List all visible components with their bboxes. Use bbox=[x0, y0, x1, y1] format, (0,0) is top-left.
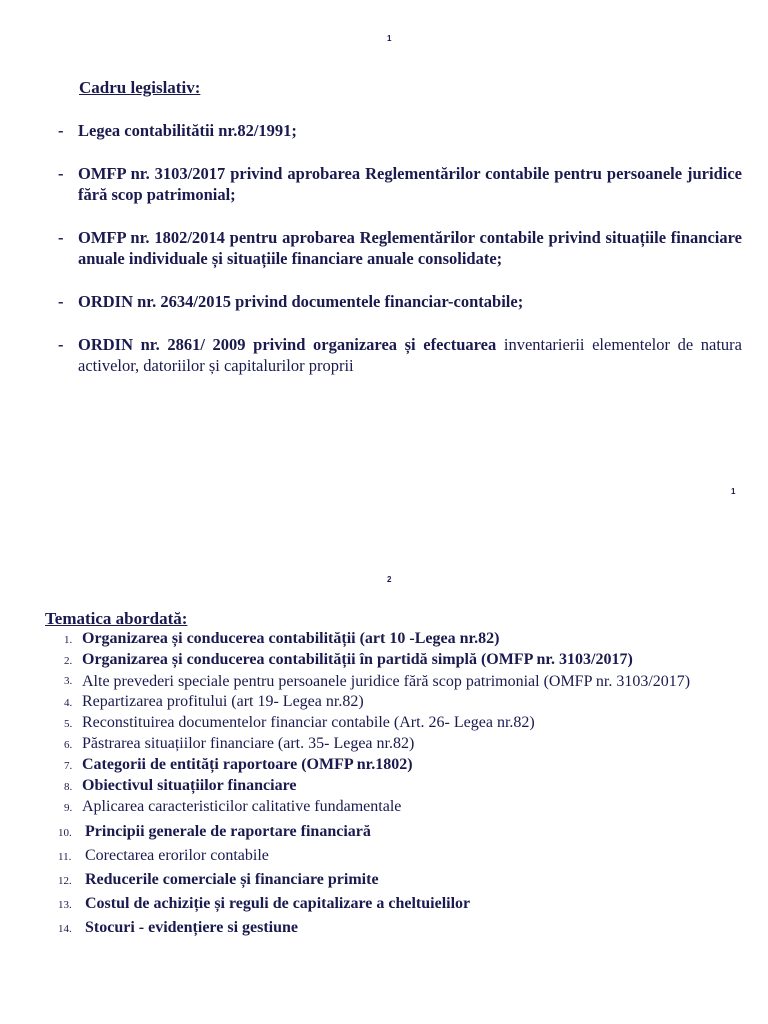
item-text: ORDIN nr. 2861/ 2009 privind organizarea și efectuarea bbox=[78, 335, 497, 354]
topic-number: 10. bbox=[58, 827, 72, 839]
topic-number: 3. bbox=[64, 675, 73, 687]
topic-text: Alte prevederi speciale pentru persoanele juridice fără scop patrimonial (OMFP nr. 3103/2017) bbox=[82, 673, 691, 690]
topic-item bbox=[56, 712, 756, 733]
topic-number: 6. bbox=[64, 739, 73, 751]
topic-text: Reducerile comerciale și financiare primite bbox=[85, 871, 379, 888]
topic-item bbox=[56, 670, 756, 691]
list-item bbox=[58, 120, 742, 141]
legislative-framework-heading: Cadru legislativ: bbox=[79, 78, 201, 97]
topics-heading: Tematica abordată: bbox=[45, 609, 188, 628]
topic-number: 1. bbox=[64, 634, 73, 646]
topic-text: Costul de achiziție și reguli de capitalizare a cheltuielilor bbox=[85, 895, 471, 912]
topic-item bbox=[56, 821, 756, 842]
topic-text: Păstrarea situațiilor financiare (art. 35- Legea nr.82) bbox=[82, 735, 415, 752]
topic-item bbox=[56, 845, 756, 866]
topic-item bbox=[56, 796, 756, 817]
topic-number: 2. bbox=[64, 655, 73, 667]
page-number-top: 1 bbox=[387, 34, 392, 43]
topic-item bbox=[56, 893, 756, 914]
topic-text: Categorii de entități raportoare (OMFP nr.1802) bbox=[82, 756, 413, 773]
topic-text: Principii generale de raportare financiară bbox=[85, 823, 371, 840]
topic-text: Aplicarea caracteristicilor calitative fundamentale bbox=[82, 798, 402, 815]
topic-number: 4. bbox=[64, 697, 73, 709]
list-dash: - bbox=[58, 335, 64, 354]
list-dash: - bbox=[58, 121, 64, 140]
list-dash: - bbox=[58, 164, 64, 183]
list-item bbox=[58, 291, 742, 312]
item-text: Legea contabilitătii nr.82/1991; bbox=[78, 121, 297, 140]
list-dash: - bbox=[58, 292, 64, 311]
topic-number: 8. bbox=[64, 781, 73, 793]
topic-text: Stocuri - evidențiere si gestiune bbox=[85, 919, 299, 936]
topic-item bbox=[56, 649, 756, 670]
topic-number: 9. bbox=[64, 802, 73, 814]
list-item bbox=[58, 163, 742, 205]
topic-text: Obiectivul situațiilor financiare bbox=[82, 777, 297, 794]
topic-number: 14. bbox=[58, 923, 72, 935]
topic-item bbox=[56, 869, 756, 890]
topic-text: Organizarea și conducerea contabilității în partidă simplă (OMFP nr. 3103/2017) bbox=[82, 651, 633, 668]
legislative-list bbox=[58, 120, 742, 376]
item-text: ORDIN nr. 2634/2015 privind documentele financiar-contabile; bbox=[78, 292, 524, 311]
topic-text: Corectarea erorilor contabile bbox=[85, 847, 269, 864]
topic-text: Organizarea și conducerea contabilității (art 10 -Legea nr.82) bbox=[82, 630, 500, 647]
topic-number: 12. bbox=[58, 875, 72, 887]
page-number-bottom: 1 bbox=[731, 487, 736, 496]
item-text: OMFP nr. 1802/2014 pentru aprobarea Reglementărilor contabile privind situațiile financiare anuale individuale și situațiile financiare anuale consolidate; bbox=[78, 228, 742, 268]
topic-item bbox=[56, 754, 756, 775]
topic-number: 13. bbox=[58, 899, 72, 911]
topic-item bbox=[56, 733, 756, 754]
item-text: OMFP nr. 3103/2017 privind aprobarea Reglementărilor contabile pentru persoanele juridice fără scop patrimonial; bbox=[78, 164, 742, 204]
topics-list bbox=[56, 628, 756, 938]
topic-item bbox=[56, 917, 756, 938]
topic-text: Reconstituirea documentelor financiar contabile (Art. 26- Legea nr.82) bbox=[82, 714, 535, 731]
page-number-top-2: 2 bbox=[387, 575, 392, 584]
topic-item bbox=[56, 628, 756, 649]
topic-number: 11. bbox=[58, 851, 72, 863]
item-text-continuation: inventarierii elementelor de natura activelor, datoriilor și capitalurilor proprii bbox=[78, 335, 742, 375]
topic-text: Repartizarea profitului (art 19- Legea nr.82) bbox=[82, 693, 364, 710]
topic-item bbox=[56, 691, 756, 712]
list-item bbox=[58, 227, 742, 269]
topic-number: 7. bbox=[64, 760, 73, 772]
topic-number: 5. bbox=[64, 718, 73, 730]
list-item bbox=[58, 334, 742, 376]
list-dash: - bbox=[58, 228, 64, 247]
topic-item bbox=[56, 775, 756, 796]
